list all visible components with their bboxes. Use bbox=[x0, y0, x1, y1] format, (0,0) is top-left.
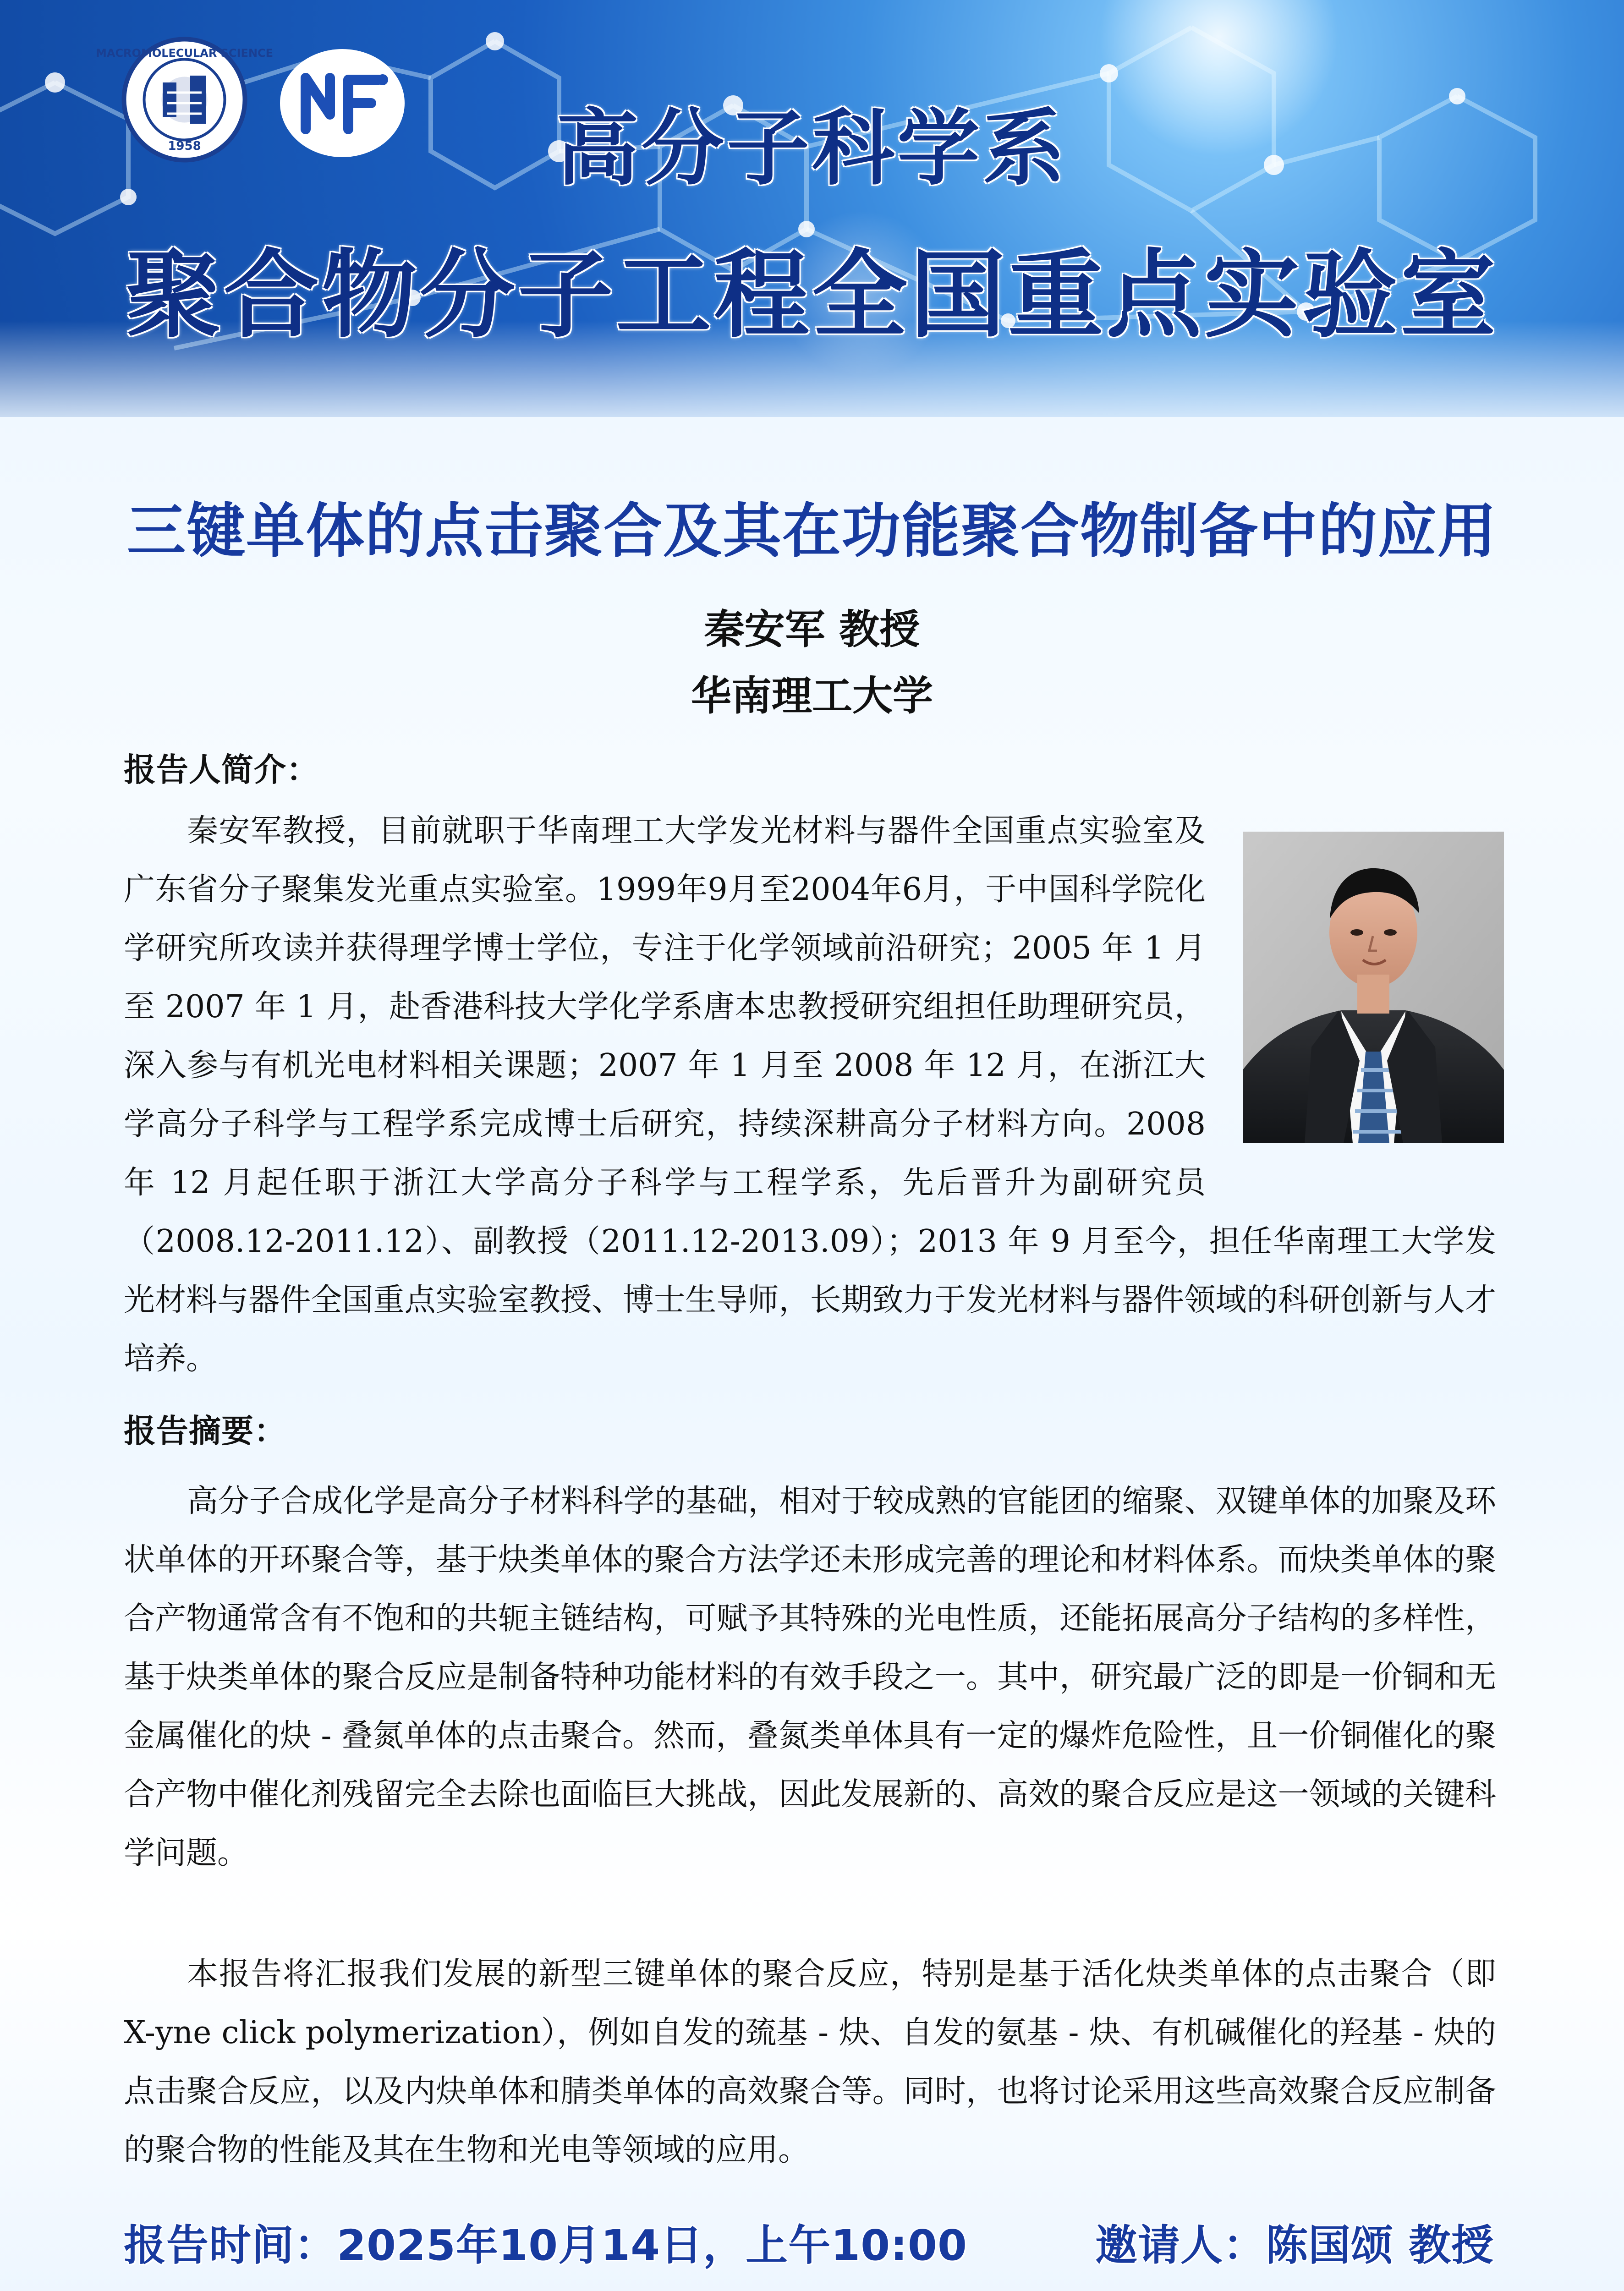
header-title-line-1: 高分子科学系 bbox=[556, 101, 1068, 197]
speaker-name: 秦安军 教授 bbox=[704, 606, 920, 653]
bio-heading: 报告人简介： bbox=[124, 751, 319, 789]
header-banner bbox=[0, 0, 1624, 417]
speaker-portrait bbox=[1243, 832, 1504, 1143]
abstract-heading: 报告摘要： bbox=[124, 1412, 286, 1450]
logo-1-text: MACROMOLECULAR SCIENCE bbox=[95, 47, 274, 60]
abstract-paragraph-2: 本报告将汇报我们发展的新型三键单体的聚合反应，特别是基于活化炔类单体的点击聚合（即 X-yne click polymerization），例如自发的巯基 - 炔、自发的氨基 - 炔、有机碱催化的羟基 - 炔的点击聚合反应，以及内炔单体和腈类单体的高效聚合等。同时，也将讨论采用这些高效聚合反应制备的聚合物的性能及其在生物和光电等领域的应用。 bbox=[124, 1956, 1496, 2168]
logo-1-year: 1958 bbox=[168, 139, 201, 153]
talk-time: 报告时间：2025年10月14日，上午10:00 bbox=[124, 2221, 967, 2270]
abstract-paragraph-1: 高分子合成化学是高分子材料科学的基础，相对于较成熟的官能团的缩聚、双键单体的加聚及环状单体的开环聚合等，基于炔类单体的聚合方法学还未形成完善的理论和材料体系。而炔类单体的聚合产物通常含有不饱和的共轭主链结构，可赋予其特殊的光电性质，还能拓展高分子结构的多样性，基于炔类单体的聚合反应是制备特种功能材料的有效手段之一。其中，研究最广泛的即是一价铜和无金属催化的炔 - 叠氮单体的点击聚合。然而，叠氮类单体具有一定的爆炸危险性，且一价铜催化的聚合产物中催化剂残留完全去除也面临巨大挑战，因此发展新的、高效的聚合反应是这一领域的关键科学问题。 bbox=[124, 1483, 1496, 1871]
speaker-affiliation: 华南理工大学 bbox=[691, 672, 933, 719]
host-info: 邀请人：陈国颂 教授 bbox=[1095, 2221, 1494, 2270]
header-title-line-2: 聚合物分子工程全国重点实验室 bbox=[126, 240, 1498, 351]
bio-text: 秦安军教授，目前就职于华南理工大学发光材料与器件全国重点实验室及广东省分子聚集发光重点实验室。1999年9月至2004年6月，于中国科学院化学研究所攻读并获得理学博士学位，专注于化学领域前沿研究；2005 年 1 月至 2007 年 1 月，赴香港科技大学化学系唐本忠教授研究组担任助理研究员，深入参与有机光电材料相关课题；2007 年 1 月至 2008 年 12 月，在浙江大学高分子科学与工程学系完成博士后研究，持续深耕高分子材料方向。2008 年 12 月起任职于浙江大学高分子科学与工程学系，先后晋升为副研究员（2008.12-2011.12）、副教授（2011.12-2013.09）；2013 年 9 月至今，担任华南理工大学发光材料与器件全国重点实验室教授、博士生导师，长期致力于发光材料与器件领域的科研创新与人才培养。 bbox=[124, 813, 1496, 1377]
talk-title: 三键单体的点击聚合及其在功能聚合物制备中的应用 bbox=[126, 497, 1497, 565]
